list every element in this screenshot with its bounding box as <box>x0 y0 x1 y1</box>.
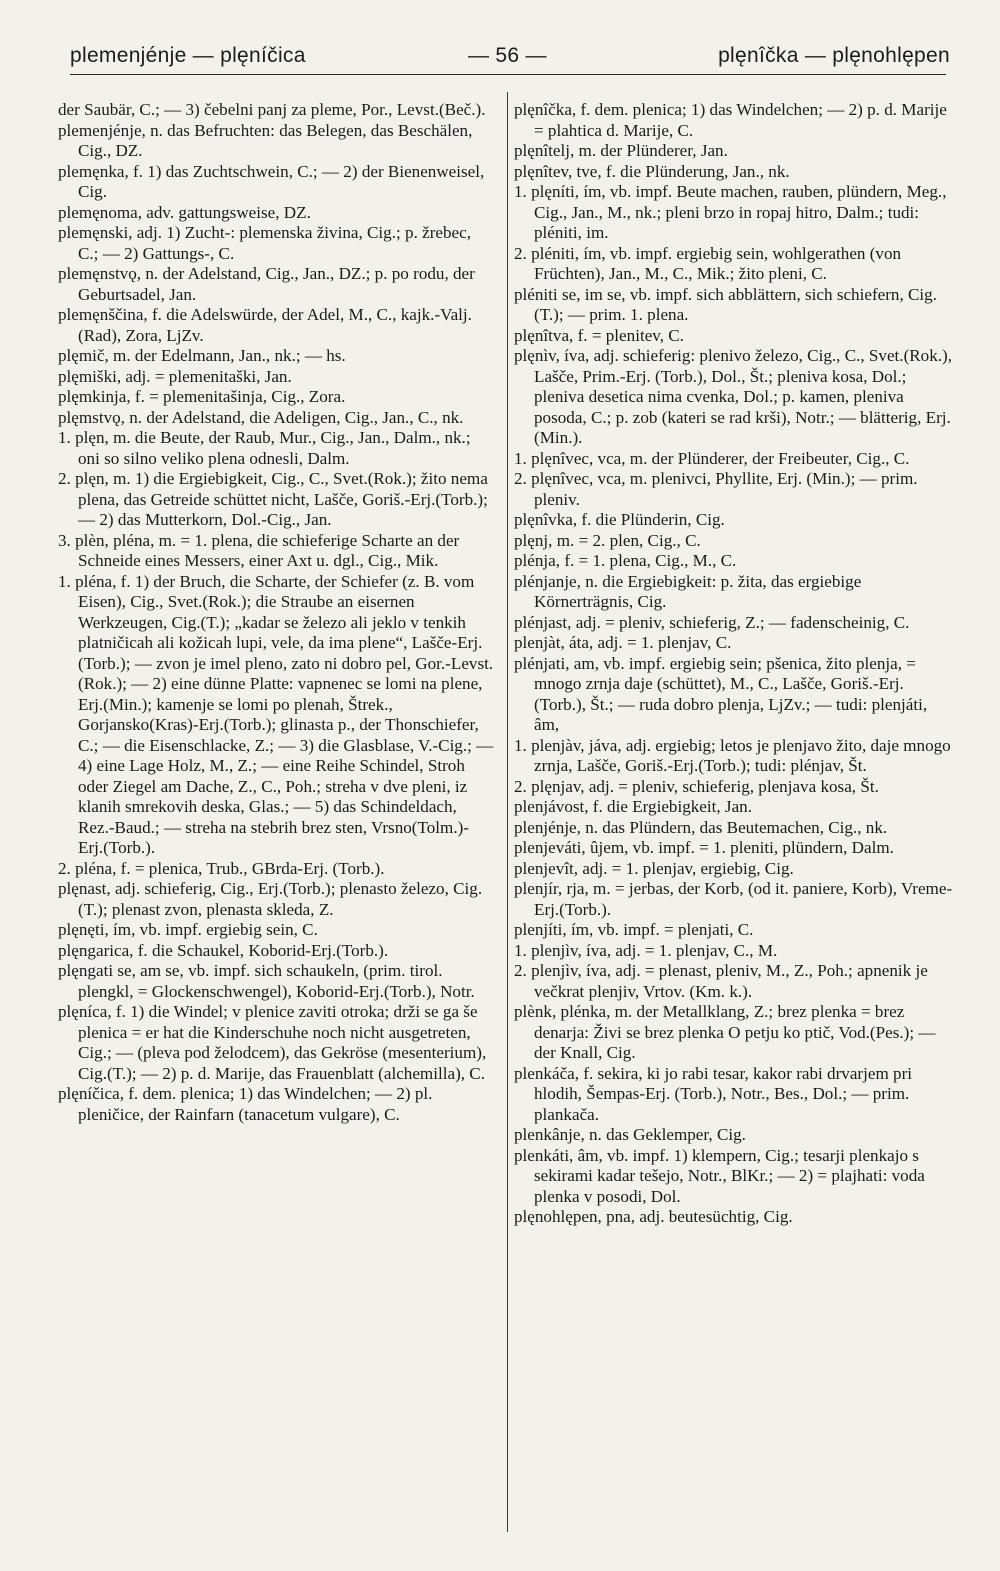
entry: pléniti se, im se, vb. impf. sich abblättern, sich schiefern, Cig.(T.); — prim. 1. plena. <box>514 284 937 324</box>
entry: plemenjénje, n. das Befruchten: das Belegen, das Beschälen, Cig., DZ. <box>58 120 473 160</box>
entry: 1. plenjìv, íva, adj. = 1. plenjav, C., M. <box>514 940 778 960</box>
entry: plemęnoma, adv. gattungsweise, DZ. <box>58 202 311 222</box>
column-divider <box>507 92 508 1532</box>
entry: 2. plęnîvec, vca, m. plenivci, Phyllite, Erj. (Min.); — prim. pleniv. <box>514 469 918 509</box>
entry: plęmiški, adj. = plemenitaški, Jan. <box>58 366 292 386</box>
entry: plènk, plénka, m. der Metallklang, Z.; brez plenka = brez denarja: Živi se brez plenka O petju ko ptič, Vod.(Pes.); — der Knall, Cig. <box>514 1002 936 1062</box>
entry: plenjevît, adj. = 1. plenjav, ergiebig, Cig. <box>514 858 794 878</box>
entry: plenkânje, n. das Geklemper, Cig. <box>514 1125 746 1144</box>
entry: plénja, f. = 1. plena, Cig., M., C. <box>514 551 737 570</box>
entry: plęnîtva, f. = plenitev, C. <box>514 325 684 345</box>
left-column <box>58 100 494 1125</box>
entry: 2. plęn, m. 1) die Ergiebigkeit, Cig., C., Svet.(Rok.); žito nema plena, das Getreide schüttet nicht, Lašče, Goriš.-Erj.(Torb.); — 2) das Mutterkorn, Dol.-Cig., Jan. <box>58 469 488 529</box>
entry: plenjeváti, ûjem, vb. impf. = 1. pleniti, plündern, Dalm. <box>514 838 894 857</box>
entry: plenjíti, ím, vb. impf. = plenjati, C. <box>514 920 754 939</box>
entry: plęnj, m. = 2. plen, Cig., C. <box>514 530 701 550</box>
page-number: — 56 — <box>468 44 547 67</box>
entry: plęnîčka, f. dem. plenica; 1) das Windelchen; — 2) p. d. Marije = plahtica d. Marije, C. <box>514 100 947 140</box>
entry: plenjénje, n. das Plündern, das Beutemachen, Cig., nk. <box>514 817 888 837</box>
entry: plénjanje, n. die Ergiebigkeit: p. žita, das ergiebige Körnerträgnis, Cig. <box>514 571 862 611</box>
entry: plęnîvka, f. die Plünderin, Cig. <box>514 510 725 529</box>
entry: plemęnski, adj. 1) Zucht-: plemenska živina, Cig.; p. žrebec, C.; — 2) Gattungs-, C. <box>58 223 471 263</box>
entry: plemęnstvǫ, n. der Adelstand, Cig., Jan., DZ.; p. po rodu, der Geburtsadel, Jan. <box>58 264 475 304</box>
entry: 1. plenjàv, jáva, adj. ergiebig; letos je plenjavo žito, daje mnogo zrnja, Lašče, Goriš.-Erj.(Torb.); tudi: plénjav, Št. <box>514 735 951 775</box>
entry: plęnîtelj, m. der Plünderer, Jan. <box>514 141 728 160</box>
entry: plemęnka, f. 1) das Zuchtschwein, C.; — 2) der Bienenweisel, Cig. <box>58 161 485 201</box>
entry: 2. pléna, f. = plenica, Trub., GBrda-Erj. (Torb.). <box>58 858 385 878</box>
entry: der Saubär, C.; — 3) čebelni panj za pleme, Por., Levst.(Beč.). <box>58 100 486 119</box>
entry: plenjávost, f. die Ergiebigkeit, Jan. <box>514 797 752 816</box>
entry: plęníca, f. 1) die Windel; v plenice zaviti otroka; drži se ga še plenica = er hat die Kinderschuhe noch nicht ausgetreten, Cig.; — (pleva pod želodcem), das Gekröse (mesenterium), Cig.(T.); — 2) p. d. Marije, das Frauenblatt (alchemilla), C. <box>58 1002 487 1083</box>
entry: 2. plęnjav, adj. = pleniv, schieferig, plenjava kosa, Št. <box>514 776 879 796</box>
entry: plenkáča, f. sekira, ki jo rabi tesar, kakor rabi drvarjem pri hlodih, Šempas-Erj. (Torb.), Notr., Bes., Dol.; — prim. plankača. <box>514 1063 913 1124</box>
right-column <box>514 100 954 1228</box>
header-left-guideword: plemenjénje — plęníčica <box>70 44 306 67</box>
entry: plęngarica, f. die Schaukel, Koborid-Erj.(Torb.). <box>58 940 389 960</box>
entry: 1. plęn, m. die Beute, der Raub, Mur., Cig., Jan., Dalm., nk.; oni so silno veliko plena odnesli, Dalm. <box>58 428 471 468</box>
entry: plęnohlępen, pna, adj. beutesüchtig, Cig. <box>514 1207 793 1226</box>
entry: plenjír, rja, m. = jerbas, der Korb, (od it. paniere, Korb), Vreme-Erj.(Torb.). <box>514 879 953 919</box>
entry: plęmič, m. der Edelmann, Jan., nk.; — hs. <box>58 346 346 365</box>
entry: plénjast, adj. = pleniv, schieferig, Z.; — fadenscheinig, C. <box>514 612 910 632</box>
entry: plęmstvǫ, n. der Adelstand, die Adeligen, Cig., Jan., C., nk. <box>58 407 464 427</box>
entry: 1. plęníti, ím, vb. impf. Beute machen, rauben, plündern, Meg., Cig., Jan., M., nk.; pleni brzo in ropaj hitro, Dalm.; tudi: pléniti, im. <box>514 182 947 242</box>
header-right-guideword: plęnîčka — plęnohlępen <box>718 44 950 67</box>
entry: plęnîtev, tve, f. die Plünderung, Jan., nk. <box>514 161 790 181</box>
entry: plenjàt, áta, adj. = 1. plenjav, C. <box>514 633 732 652</box>
entry: plęmkinja, f. = plemenitašinja, Cig., Zora. <box>58 387 346 406</box>
entry: plénjati, am, vb. impf. ergiebig sein; pšenica, žito plenja, = mnogo zrnja daje (schüttet), M., C., Lašče, Goriš.-Erj.(Torb.), Št.; — ruda dobro plenja, LjZv.; — tudi: plenjáti, âm, <box>514 653 928 734</box>
entry: 3. plèn, pléna, m. = 1. plena, die schieferige Scharte an der Schneide eines Messers, einer Axt u. dgl., Cig., Mik. <box>58 530 460 570</box>
entry: plęnìv, íva, adj. schieferig: plenivo železo, Cig., C., Svet.(Rok.), Lašče, Prim.-Erj. (Torb.), Dol., Št.; pleniva kosa, Dol.; pleniva desetica nima cvenka, Dol.; p. kamen, pleniva posoda, C.; p. zob (kateri se rad krši), Notr.; — blätterig, Erj.(Min.). <box>514 346 953 447</box>
entry: plęngati se, am se, vb. impf. sich schaukeln, (prim. tirol. plengkl, = Glockenschwengel), Koborid-Erj.(Torb.), Notr. <box>58 961 475 1001</box>
entry: plęníčica, f. dem. plenica; 1) das Windelchen; — 2) pl. pleničice, der Rainfarn (tanacetum vulgare), C. <box>58 1084 433 1124</box>
entry: plęnast, adj. schieferig, Cig., Erj.(Torb.); plenasto železo, Cig.(T.); plenast zvon, plenasta skleda, Z. <box>58 879 483 919</box>
entry: plenkáti, âm, vb. impf. 1) klempern, Cig.; tesarji plenkajo s sekirami kadar tešejo, Notr., BlKr.; — 2) = plajhati: voda plenka v posodi, Dol. <box>514 1145 925 1206</box>
header-rule <box>70 74 946 75</box>
entry: 1. pléna, f. 1) der Bruch, die Scharte, der Schiefer (z. B. vom Eisen), Cig., Svet.(Rok.); die Straube an eisernen Werkzeugen, Cig.(T.); „kadar se železo ali jeklo v tenkih platničicah ali kožicah lupi, vele, da ima plene“, Lašče-Erj.(Torb.); — zvon je imel pleno, zato ni dobro pel, Gor.-Levst.(Rok.); — 2) eine dünne Platte: vapnenec se lomi na plene, Erj.(Min.); kamenje se lomi po plenah, Štrek., Gorjansko(Kras)-Erj.(Torb.); glinasta p., der Thonschiefer, C.; — die Eisenschlacke, Z.; — 3) die Glasblase, V.-Cig.; — 4) eine Lage Holz, M., Z.; — eine Reihe Schindel, Stroh oder Ziegel am Dache, Z., C., Poh.; streha v dve pleni, iz klanih smrekovih deska, Glas.; — 5) das Schindeldach, Rez.-Baud.; — streha na stebrih brez sten, Vrsno(Tolm.)-Erj.(Torb.). <box>58 571 494 857</box>
running-header <box>70 40 950 74</box>
entry: 1. plęnîvec, vca, m. der Plünderer, der Freibeuter, Cig., C. <box>514 448 910 468</box>
entry: 2. pléniti, ím, vb. impf. ergiebig sein, wohlgerathen (von Früchten), Jan., M., C., Mik.; žito pleni, C. <box>514 243 902 283</box>
entry: plemęnščina, f. die Adelswürde, der Adel, M., C., kajk.-Valj.(Rad), Zora, LjZv. <box>58 305 472 345</box>
entry: 2. plenjìv, íva, adj. = plenast, pleniv, M., Z., Poh.; apnenik je večkrat plenjiv, Vrtov. (Km. k.). <box>514 961 928 1001</box>
entry: plęnęti, ím, vb. impf. ergiebig sein, C. <box>58 920 318 939</box>
